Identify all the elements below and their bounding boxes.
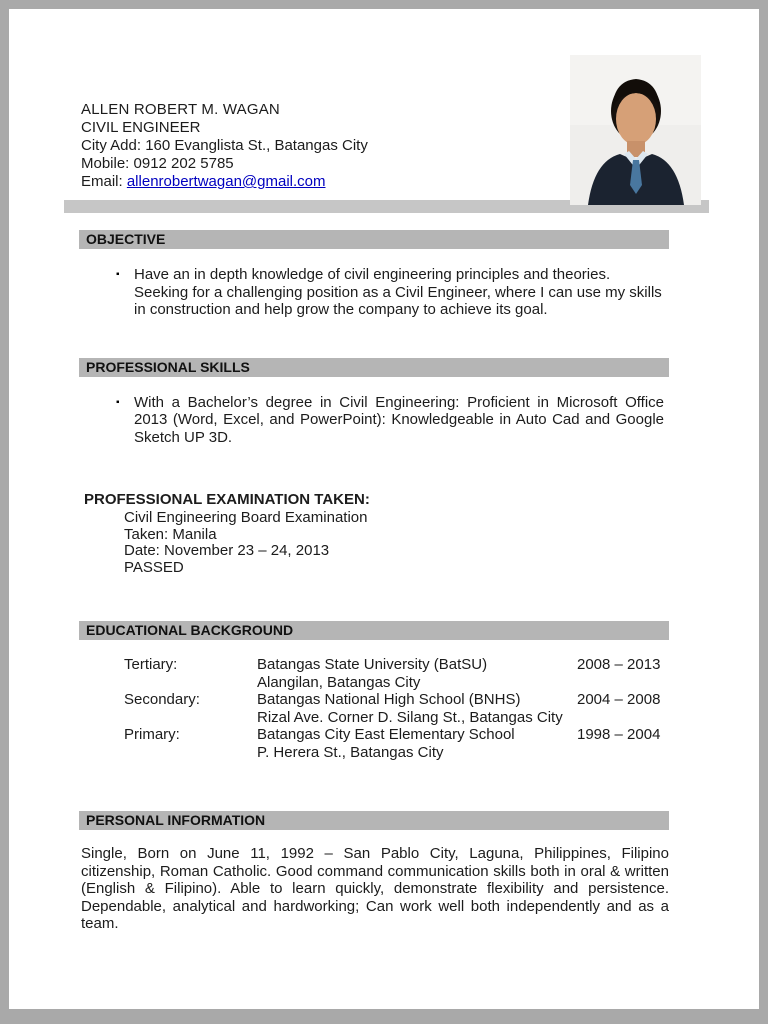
examination-heading: PROFESSIONAL EXAMINATION TAKEN: [84,491,370,508]
education-years: 2008 – 2013 [577,656,661,673]
section-heading-personal: PERSONAL INFORMATION [79,811,669,830]
examination-line: Date: November 23 – 24, 2013 [124,542,330,559]
section-heading-skills: PROFESSIONAL SKILLS [79,358,669,377]
email-label: Email: [81,173,127,190]
education-address: Rizal Ave. Corner D. Silang St., Batangas City [257,708,563,726]
contact-mobile-line: Mobile: 0912 202 5785 [81,155,234,172]
education-level: Primary: [124,726,180,743]
contact-city-line: City Add: 160 Evanglista St., Batangas City [81,137,368,154]
portrait-photo-graphic [570,55,701,205]
education-school: Batangas City East Elementary School [257,726,515,743]
examination-block [81,491,691,576]
examination-line: Taken: Manila [124,525,217,543]
applicant-photo [570,55,701,205]
square-bullet-icon: ▪ [116,396,120,408]
education-level: Tertiary: [124,656,178,673]
education-school: Batangas State University (BatSU) [257,656,488,673]
applicant-title: CIVIL ENGINEER [81,119,201,136]
skills-item [116,394,691,447]
education-row-secondary [124,691,691,726]
resume-page [9,9,759,1009]
section-heading-objective: OBJECTIVE [79,230,669,249]
objective-text: Have an in depth knowledge of civil engineering principles and theories. Seeking for a challenging position as a Civil Engineer, where I can use my skills in construction and help grow the company to achieve its goal. [134,266,662,318]
education-years: 2004 – 2008 [577,691,661,708]
objective-item [116,266,691,319]
square-bullet-icon: ▪ [116,269,120,280]
education-table [124,656,691,761]
education-level: Secondary: [124,691,200,708]
examination-line: PASSED [124,558,184,576]
education-school-block [257,691,577,726]
education-address: Alangilan, Batangas City [257,673,421,691]
education-address: P. Herera St., Batangas City [257,743,444,761]
personal-info-text: Single, Born on June 11, 1992 – San Pablo City, Laguna, Philippines, Filipino citizenship, Roman Catholic. Good command communication skills both in oral & written (English & Filipino). Able to learn quickly, demonstrate flexibility and persistence. Dependable, analytical and hardworking; Can work well both independently and as a team. [81,845,669,932]
email-link[interactable]: allenrobertwagan@gmail.com [126,173,326,190]
education-school-block [257,726,577,761]
education-row-tertiary [124,656,691,691]
education-school-block [257,656,577,691]
education-school: Batangas National High School (BNHS) [257,691,521,708]
education-row-primary [124,726,691,761]
examination-line: Civil Engineering Board Examination [124,509,368,526]
skills-text: With a Bachelor’s degree in Civil Engineering: Proficient in Microsoft Office 2013 (Word, Excel, and PowerPoint): Knowledgeable in Auto Cad and Google Sketch UP 3D. [134,393,664,446]
applicant-name: ALLEN ROBERT M. WAGAN [81,101,280,118]
examination-lines [124,510,691,576]
education-years: 1998 – 2004 [577,726,661,743]
section-heading-education: EDUCATIONAL BACKGROUND [79,621,669,640]
